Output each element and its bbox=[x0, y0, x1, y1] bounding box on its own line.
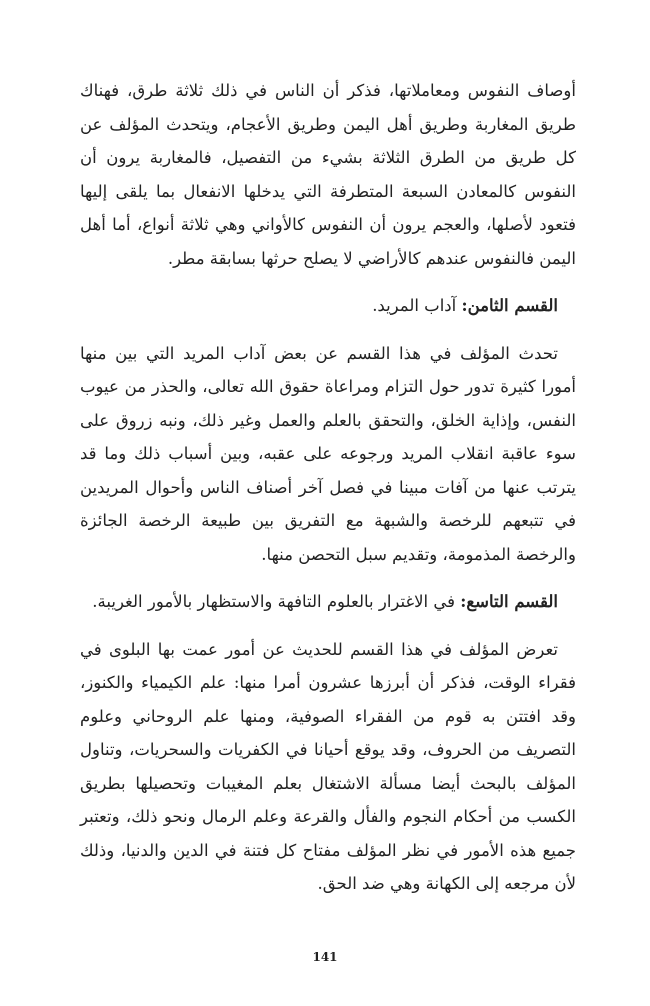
paragraph-souls: أوصاف النفوس ومعاملاتها، فذكر أن الناس في ذلك ثلاثة طرق، فهناك طريق المغاربة وطريق أهل اليمن وطريق الأعجام، ويتحدث المؤلف عن كل طريق من الطرق الثلاثة بشيء من التفصيل، فالمغاربة يرون أن النفوس كالمعادن السبعة المتطرفة التي يدخلها الانفعال بما يلقى إليها فتعود لأصلها، والعجم يرون أن النفوس كالأواني وهي ثلاثة أنواع، أما أهل اليمن فالنفوس عندهم كالأراضي لا يصلح حرثها بسابقة مطر. bbox=[80, 81, 576, 268]
section-eight-subject: آداب المريد. bbox=[372, 296, 462, 315]
section-nine-subject: في الاغترار بالعلوم التافهة والاستظهار بالأمور الغريبة. bbox=[92, 592, 461, 611]
paragraph-murid-etiquette: تحدث المؤلف في هذا القسم عن بعض آداب المريد التي بين منها أمورا كثيرة تدور حول التزام ومراعاة حقوق الله تعالى، والحذر من عيوب النفس، وإذاية الخلق، والتحقق بالعلم والعمل وغير ذلك، ونبه زروق على سوء عاقبة انقلاب المريد ورجوعه على عقبه، وبين أسباب ذلك وما قد يترتب عنها من آفات مبينا في فصل آخر أصناف الناس وأحوال المريدين في تتبعهم للرخصة والشبهة مع التفريق بين طبيعة الرخصة الجائزة والرخصة المذمومة، وتقديم سبل التحصن منها. bbox=[80, 343, 576, 564]
section-nine-title: القسم التاسع: bbox=[460, 592, 558, 611]
page-number: 141 bbox=[312, 950, 338, 964]
page-body bbox=[80, 74, 576, 915]
section-eight-title: القسم الثامن: bbox=[461, 296, 558, 315]
paragraph-trivial-sciences: تعرض المؤلف في هذا القسم للحديث عن أمور عمت بها البلوى في فقراء الوقت، فذكر أن أبرزها عشرون أمرا منها: علم الكيمياء والكنوز، وقد افتتن به قوم من الفقراء الصوفية، ومنها علم الروحاني وعلوم التصريف من الحروف، وقد يوقع أحيانا في الكفريات والسحريات، وتناول المؤلف بالبحث أيضا مسألة الاشتغال بعلم المغيبات وتحصيلها بطريق الكسب من أحكام النجوم والفأل والقرعة وعلم الرمال ونحو ذلك، وتعتبر جميع هذه الأمور في نظر المؤلف مفتاح كل فتنة في الدين والدنيا، وذلك لأن مرجعه إلى الكهانة وهي ضد الحق. bbox=[80, 639, 576, 893]
section-nine-heading bbox=[80, 585, 576, 619]
section-eight-heading bbox=[80, 289, 576, 323]
